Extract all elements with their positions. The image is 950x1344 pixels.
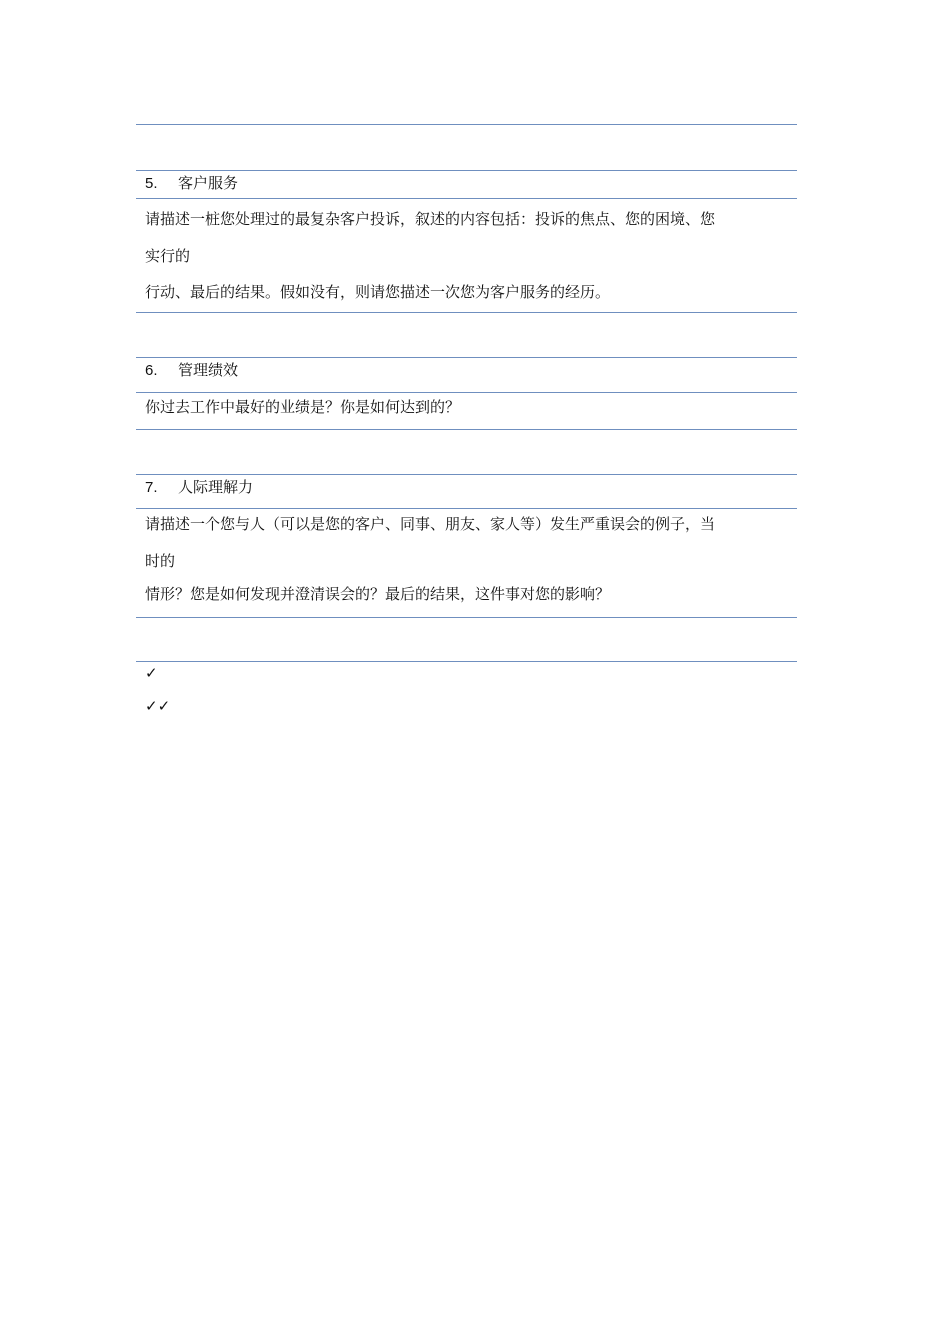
table-rule [136, 392, 797, 393]
table-rule [136, 357, 797, 358]
table-rule [136, 617, 797, 618]
section-title: 人际理解力 [178, 478, 254, 496]
section-number: 5. [145, 175, 158, 192]
section-heading [145, 174, 238, 193]
table-rule [136, 429, 797, 430]
table-rule [136, 124, 797, 125]
table-rule [136, 508, 797, 509]
check-icon: ✓ [145, 664, 158, 682]
question-line: 情形？您是如何发现并澄清误会的？最后的结果，这件事对您的影响？ [145, 585, 611, 603]
question-line: 实行的 [145, 247, 191, 265]
section-heading [145, 478, 253, 497]
table-rule [136, 198, 797, 199]
table-rule [136, 312, 797, 313]
section-title: 管理绩效 [178, 361, 239, 379]
question-line: 你过去工作中最好的业绩是？你是如何达到的？ [145, 398, 461, 416]
section-number: 7. [145, 479, 158, 496]
table-rule [136, 661, 797, 662]
section-heading [145, 361, 238, 380]
question-line: 行动、最后的结果。假如没有，则请您描述一次您为客户服务的经历。 [145, 283, 611, 301]
section-title: 客户服务 [178, 174, 239, 192]
question-line: 请描述一桩您处理过的最复杂客户投诉，叙述的内容包括：投诉的焦点、您的困境、您 [145, 210, 716, 228]
question-line: 时的 [145, 552, 176, 570]
double-check-icon: ✓✓ [145, 697, 171, 715]
table-rule [136, 474, 797, 475]
section-number: 6. [145, 362, 158, 379]
table-rule [136, 170, 797, 171]
question-line: 请描述一个您与人（可以是您的客户、同事、朋友、家人等）发生严重误会的例子，当 [145, 515, 716, 533]
